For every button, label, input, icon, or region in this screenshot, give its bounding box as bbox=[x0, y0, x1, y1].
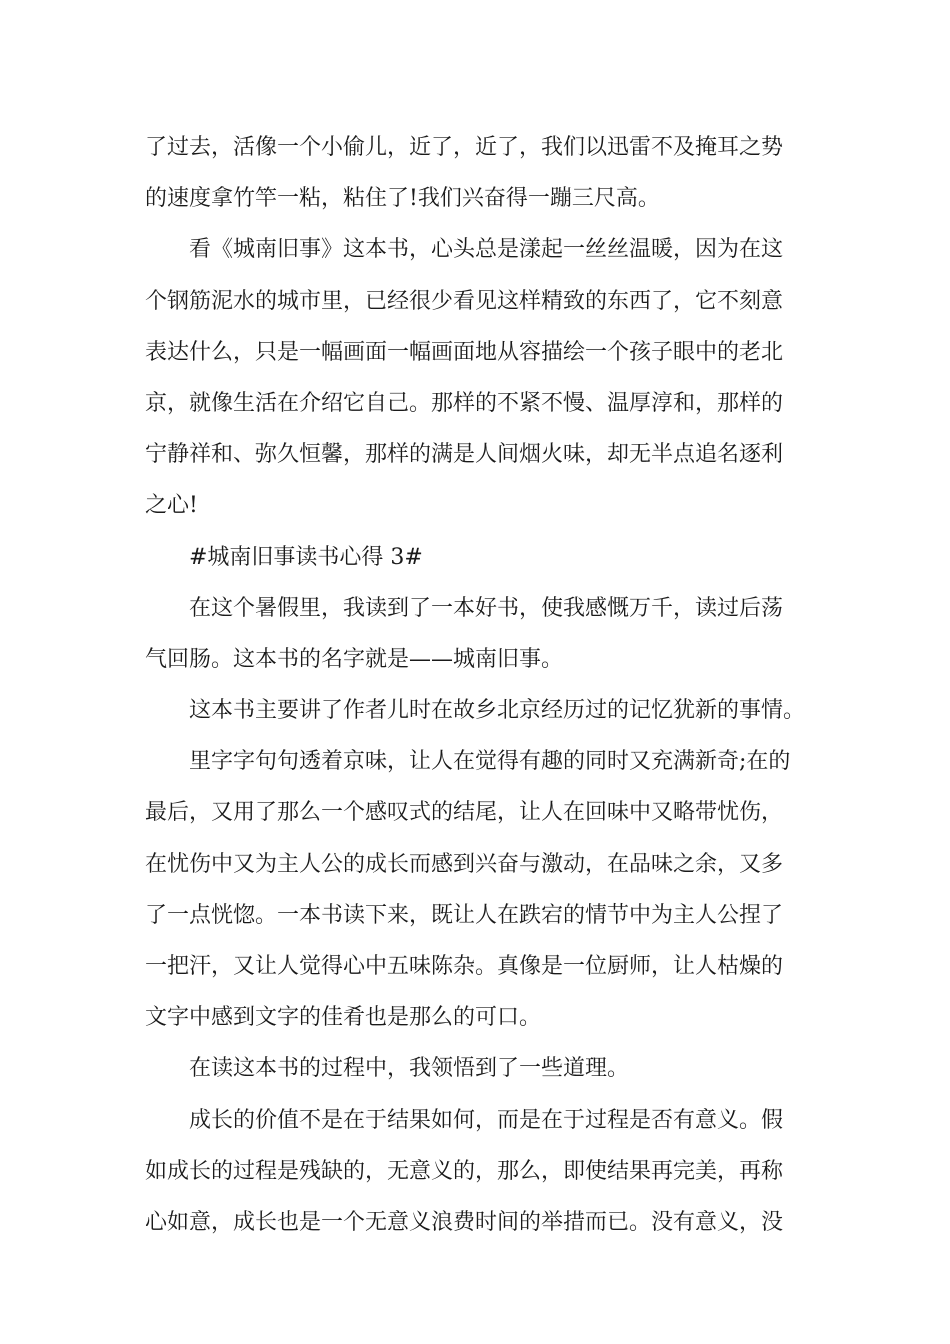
text-line: 这本书主要讲了作者儿时在故乡北京经历过的记忆犹新的事情。 bbox=[189, 698, 806, 724]
text-line: 个钢筋泥水的城市里，已经很少看见这样精致的东西了，它不刻意 bbox=[145, 288, 784, 314]
text-line: 在这个暑假里，我读到了一本好书，使我感慨万千，读过后荡 bbox=[189, 595, 784, 621]
text-line: 心如意，成长也是一个无意义浪费时间的举措而已。没有意义，没 bbox=[145, 1209, 784, 1235]
text-line: 表达什么，只是一幅画面一幅画面地从容描绘一个孩子眼中的老北 bbox=[145, 339, 784, 365]
text-line: 之心! bbox=[145, 493, 198, 519]
text-line: 了过去，活像一个小偷儿，近了，近了，我们以迅雷不及掩耳之势 bbox=[145, 135, 784, 160]
text-line: 一把汗，又让人觉得心中五味陈杂。真像是一位厨师，让人枯燥的 bbox=[145, 954, 784, 979]
text-line: 了一点恍惚。一本书读下来，既让人在跌宕的情节中为主人公捏了 bbox=[145, 902, 784, 928]
text-line: #城南旧事读书心得 3# bbox=[189, 544, 423, 570]
text-line: 看《城南旧事》这本书，心头总是漾起一丝丝温暖，因为在这 bbox=[189, 237, 784, 263]
text-line: 成长的价值不是在于结果如何，而是在于过程是否有意义。假 bbox=[189, 1107, 784, 1133]
text-line: 文字中感到文字的佳肴也是那么的可口。 bbox=[145, 1005, 542, 1031]
text-line: 在读这本书的过程中，我领悟到了一些道理。 bbox=[189, 1056, 630, 1082]
text-line: 如成长的过程是残缺的，无意义的，那么，即使结果再完美，再称 bbox=[145, 1158, 784, 1184]
text-line: 京，就像生活在介绍它自己。那样的不紧不慢、温厚淳和，那样的 bbox=[145, 390, 784, 416]
text-line: 在忧伤中又为主人公的成长而感到兴奋与激动，在品味之余，又多 bbox=[145, 851, 784, 877]
text-line: 气回肠。这本书的名字就是——城南旧事。 bbox=[145, 646, 564, 672]
text-line: 的速度拿竹竿一粘，粘住了!我们兴奋得一蹦三尺高。 bbox=[145, 186, 660, 212]
text-line: 宁静祥和、弥久恒馨，那样的满是人间烟火味，却无半点追名逐利 bbox=[145, 442, 784, 468]
text-line: 里字字句句透着京味，让人在觉得有趣的同时又充满新奇;在的 bbox=[189, 749, 791, 775]
body-text bbox=[145, 122, 810, 1248]
text-line: 最后，又用了那么一个感叹式的结尾，让人在回味中又略带忧伤， bbox=[145, 800, 784, 826]
